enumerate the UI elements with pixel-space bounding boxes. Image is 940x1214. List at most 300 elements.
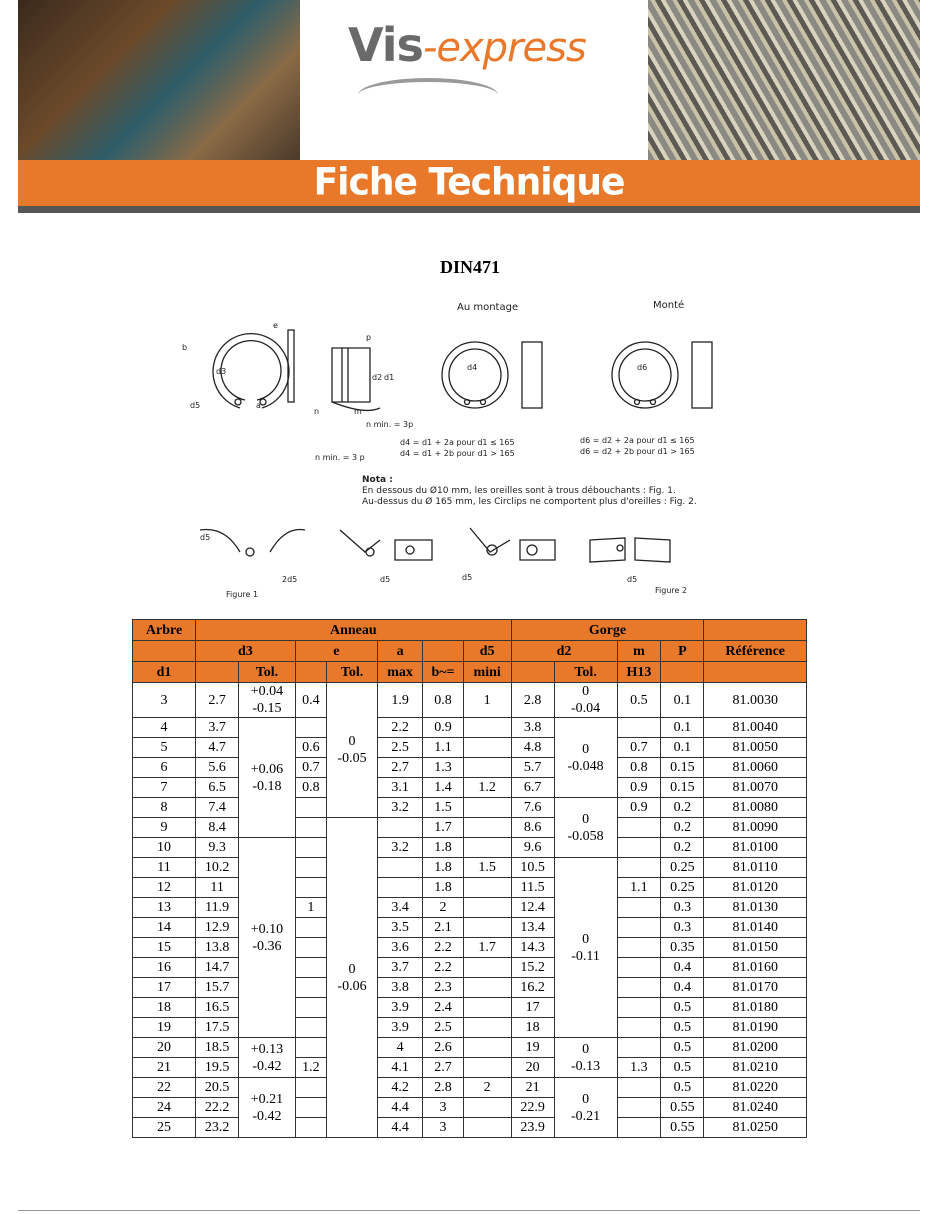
- cell-d3: 11.9: [196, 898, 239, 918]
- cell-e: 0.4: [295, 683, 326, 718]
- header-b: b~=: [423, 662, 464, 683]
- cell-b: 2.2: [423, 958, 464, 978]
- cell-e: 0.8: [295, 778, 326, 798]
- header-reference: Référence: [704, 641, 807, 662]
- cell-reference: 81.0080: [704, 798, 807, 818]
- cell-p: 0.3: [661, 918, 704, 938]
- cell-a-max: [378, 818, 423, 838]
- cell-d2: 2.8: [511, 683, 554, 718]
- logo-area: [300, 0, 648, 160]
- cell-m-h13: [617, 1118, 661, 1138]
- cell-d3-tol: +0.06 -0.18: [239, 718, 296, 838]
- formula-d4-1: d4 = d1 + 2a pour d1 ≤ 165: [400, 438, 515, 447]
- dim-d1: d1: [384, 373, 395, 382]
- cell-d3: 3.7: [196, 718, 239, 738]
- cell-d3: 12.9: [196, 918, 239, 938]
- table-row: [133, 938, 807, 958]
- cell-d5-mini: [463, 1018, 511, 1038]
- cell-d1: 18: [133, 998, 196, 1018]
- dim-d3: d3: [216, 367, 227, 376]
- cell-reference: 81.0200: [704, 1038, 807, 1058]
- header-d2: d2: [511, 641, 617, 662]
- cell-d1: 8: [133, 798, 196, 818]
- header-m: m: [617, 641, 661, 662]
- cell-e: [295, 818, 326, 838]
- cell-d3: 6.5: [196, 778, 239, 798]
- cell-d2: 4.8: [511, 738, 554, 758]
- cell-a-max: 3.9: [378, 998, 423, 1018]
- cell-m-h13: [617, 998, 661, 1018]
- table-row: [133, 778, 807, 798]
- cell-m-h13: [617, 898, 661, 918]
- dim-a: a: [256, 401, 261, 410]
- dim-d2: d2: [372, 373, 383, 382]
- cell-d1: 15: [133, 938, 196, 958]
- cell-d2: 19: [511, 1038, 554, 1058]
- cell-d5-mini: [463, 838, 511, 858]
- cell-d5-mini: 2: [463, 1078, 511, 1098]
- cell-p: 0.25: [661, 878, 704, 898]
- cell-d1: 11: [133, 858, 196, 878]
- cell-d3-tol: +0.04 -0.15: [239, 683, 296, 718]
- dim-e: e: [273, 321, 278, 330]
- cell-a-max: 3.2: [378, 838, 423, 858]
- cell-m-h13: [617, 918, 661, 938]
- cell-reference: 81.0090: [704, 818, 807, 838]
- cell-d3: 16.5: [196, 998, 239, 1018]
- cell-d3: 14.7: [196, 958, 239, 978]
- cell-p: 0.5: [661, 1018, 704, 1038]
- cell-a-max: 3.6: [378, 938, 423, 958]
- cell-d2: 11.5: [511, 878, 554, 898]
- table-row: [133, 958, 807, 978]
- cell-d5-mini: [463, 898, 511, 918]
- table-row: [133, 1018, 807, 1038]
- brand-logo: [348, 18, 586, 72]
- nota-line1: En dessous du Ø10 mm, les oreilles sont à trous débouchants : Fig. 1.: [362, 486, 676, 496]
- cell-b: 2: [423, 898, 464, 918]
- cell-m-h13: 1.1: [617, 878, 661, 898]
- cell-d5-mini: [463, 758, 511, 778]
- cell-reference: 81.0120: [704, 878, 807, 898]
- header-tol-d2: Tol.: [554, 662, 617, 683]
- cell-b: 1.8: [423, 858, 464, 878]
- banner-title: Fiche Technique: [313, 160, 625, 205]
- cell-d2: 16.2: [511, 978, 554, 998]
- cell-e: [295, 1118, 326, 1138]
- cell-d2: 13.4: [511, 918, 554, 938]
- cell-a-max: 4.4: [378, 1098, 423, 1118]
- cell-a-max: [378, 878, 423, 898]
- cell-d1: 12: [133, 878, 196, 898]
- cell-d2: 14.3: [511, 938, 554, 958]
- cell-b: 2.8: [423, 1078, 464, 1098]
- cell-d5-mini: [463, 998, 511, 1018]
- header-d5: d5: [463, 641, 511, 662]
- header-arbre: Arbre: [133, 620, 196, 641]
- cell-d2: 18: [511, 1018, 554, 1038]
- cell-b: 2.1: [423, 918, 464, 938]
- cell-d2: 21: [511, 1078, 554, 1098]
- document-title: DIN471: [439, 257, 500, 277]
- cell-e: [295, 938, 326, 958]
- cell-d1: 19: [133, 1018, 196, 1038]
- cell-b: 2.7: [423, 1058, 464, 1078]
- cell-d1: 24: [133, 1098, 196, 1118]
- cell-e-tol: 0 -0.05: [326, 683, 377, 818]
- table-row: [133, 758, 807, 778]
- cell-d3: 15.7: [196, 978, 239, 998]
- figure2-label: Figure 2: [655, 586, 688, 595]
- cell-p: 0.5: [661, 1038, 704, 1058]
- cell-e: [295, 878, 326, 898]
- cell-e: [295, 1038, 326, 1058]
- cell-m-h13: 0.5: [617, 683, 661, 718]
- cell-d1: 22: [133, 1078, 196, 1098]
- cell-reference: 81.0110: [704, 858, 807, 878]
- cell-d2: 22.9: [511, 1098, 554, 1118]
- table-row: [133, 683, 807, 718]
- cell-d2-tol: 0 -0.21: [554, 1078, 617, 1138]
- cell-a-max: 1.9: [378, 683, 423, 718]
- table-row: [133, 818, 807, 838]
- dim-d6: d6: [637, 363, 648, 372]
- cell-d3: 18.5: [196, 1038, 239, 1058]
- dim-m: m: [354, 407, 362, 416]
- table-row: [133, 738, 807, 758]
- cell-d2: 23.9: [511, 1118, 554, 1138]
- cell-b: 2.4: [423, 998, 464, 1018]
- cell-b: 1.1: [423, 738, 464, 758]
- dim-n: n: [314, 407, 320, 416]
- cell-e: [295, 838, 326, 858]
- cell-d5-mini: [463, 738, 511, 758]
- cell-m-h13: [617, 1098, 661, 1118]
- cell-m-h13: [617, 818, 661, 838]
- dim-d5-fig2: d5: [627, 575, 638, 584]
- cell-d3: 11: [196, 878, 239, 898]
- cell-d2: 6.7: [511, 778, 554, 798]
- cell-b: 3: [423, 1098, 464, 1118]
- cell-p: 0.4: [661, 958, 704, 978]
- header-max: max: [378, 662, 423, 683]
- cell-p: 0.2: [661, 798, 704, 818]
- header-h13: H13: [617, 662, 661, 683]
- nmin-fig: n min. = 3p: [366, 420, 414, 429]
- nmin-label: n min. = 3 p: [315, 453, 365, 462]
- cell-reference: 81.0160: [704, 958, 807, 978]
- cell-m-h13: [617, 1018, 661, 1038]
- table-row: [133, 858, 807, 878]
- cell-reference: 81.0060: [704, 758, 807, 778]
- cell-d5-mini: [463, 818, 511, 838]
- footer-divider: [18, 1210, 920, 1211]
- cell-d2-tol: 0 -0.048: [554, 718, 617, 798]
- cell-b: 1.7: [423, 818, 464, 838]
- cell-p: 0.2: [661, 838, 704, 858]
- cell-d2: 5.7: [511, 758, 554, 778]
- header-banner: [18, 0, 920, 213]
- cell-e: [295, 978, 326, 998]
- cell-m-h13: 1.3: [617, 1058, 661, 1078]
- cell-p: 0.4: [661, 978, 704, 998]
- table-row: [133, 898, 807, 918]
- cell-reference: 81.0240: [704, 1098, 807, 1118]
- table-row: [133, 798, 807, 818]
- header-e: e: [295, 641, 377, 662]
- label-au-montage: Au montage: [457, 302, 519, 313]
- cell-reference: 81.0040: [704, 718, 807, 738]
- cell-d3: 5.6: [196, 758, 239, 778]
- cell-d5-mini: [463, 918, 511, 938]
- cell-d5-mini: [463, 718, 511, 738]
- cell-d5-mini: [463, 1058, 511, 1078]
- header-tol-e: Tol.: [326, 662, 377, 683]
- header-anneau: Anneau: [196, 620, 511, 641]
- cell-reference: 81.0250: [704, 1118, 807, 1138]
- cell-d3-tol: +0.13 -0.42: [239, 1038, 296, 1078]
- cell-b: 2.3: [423, 978, 464, 998]
- cell-a-max: 4.4: [378, 1118, 423, 1138]
- cell-m-h13: [617, 1078, 661, 1098]
- cell-reference: 81.0070: [704, 778, 807, 798]
- cell-m-h13: [617, 718, 661, 738]
- cell-a-max: 2.2: [378, 718, 423, 738]
- logo-accent: -express: [422, 25, 586, 71]
- nota-line2: Au-dessus du Ø 165 mm, les Circlips ne comportent plus d'oreilles : Fig. 2.: [362, 497, 697, 507]
- cell-p: 0.1: [661, 718, 704, 738]
- cell-b: 1.4: [423, 778, 464, 798]
- cell-d5-mini: [463, 958, 511, 978]
- cell-a-max: 4.1: [378, 1058, 423, 1078]
- cell-d5-mini: 1.2: [463, 778, 511, 798]
- cell-d2: 8.6: [511, 818, 554, 838]
- cell-d2-tol: 0 -0.04: [554, 683, 617, 718]
- cell-p: 0.5: [661, 1078, 704, 1098]
- dim-d5-fig1: d5: [200, 533, 211, 542]
- cell-reference: 81.0050: [704, 738, 807, 758]
- cell-a-max: 3.9: [378, 1018, 423, 1038]
- cell-d3: 10.2: [196, 858, 239, 878]
- cell-p: 0.5: [661, 998, 704, 1018]
- cell-a-max: 4.2: [378, 1078, 423, 1098]
- cell-d2: 9.6: [511, 838, 554, 858]
- cell-d3: 20.5: [196, 1078, 239, 1098]
- cell-d3: 19.5: [196, 1058, 239, 1078]
- cell-b: 0.9: [423, 718, 464, 738]
- cell-m-h13: 0.9: [617, 778, 661, 798]
- cell-d1: 5: [133, 738, 196, 758]
- cell-d5-mini: [463, 978, 511, 998]
- label-monte: Monté: [653, 300, 685, 311]
- cell-d5-mini: [463, 1098, 511, 1118]
- cell-d5-mini: [463, 878, 511, 898]
- cell-b: 1.5: [423, 798, 464, 818]
- cell-a-max: 3.8: [378, 978, 423, 998]
- cell-reference: 81.0130: [704, 898, 807, 918]
- cell-m-h13: [617, 958, 661, 978]
- cell-d1: 3: [133, 683, 196, 718]
- dim-2d5: 2d5: [282, 575, 298, 584]
- cell-reference: 81.0180: [704, 998, 807, 1018]
- cell-p: 0.25: [661, 858, 704, 878]
- cell-d1: 14: [133, 918, 196, 938]
- cell-b: 1.8: [423, 878, 464, 898]
- header-d1: d1: [133, 662, 196, 683]
- title-bar: [18, 160, 920, 206]
- cell-d2: 15.2: [511, 958, 554, 978]
- table-row: [133, 878, 807, 898]
- table-row: [133, 1038, 807, 1058]
- header-a: a: [378, 641, 423, 662]
- cell-d3: 22.2: [196, 1098, 239, 1118]
- cell-m-h13: [617, 978, 661, 998]
- cell-d3: 7.4: [196, 798, 239, 818]
- cell-d1: 21: [133, 1058, 196, 1078]
- dim-b: b: [182, 343, 188, 352]
- cell-d1: 25: [133, 1118, 196, 1138]
- cell-reference: 81.0190: [704, 1018, 807, 1038]
- formula-d4-2: d4 = d1 + 2b pour d1 > 165: [400, 449, 515, 458]
- table-row: [133, 918, 807, 938]
- cell-p: 0.5: [661, 1058, 704, 1078]
- cell-d5-mini: [463, 1038, 511, 1058]
- cell-e-tol: 0 -0.06: [326, 818, 377, 1138]
- cell-reference: 81.0220: [704, 1078, 807, 1098]
- cell-b: 1.3: [423, 758, 464, 778]
- cell-m-h13: 0.7: [617, 738, 661, 758]
- cell-e: [295, 718, 326, 738]
- cell-a-max: 3.2: [378, 798, 423, 818]
- cell-d3: 4.7: [196, 738, 239, 758]
- cell-p: 0.15: [661, 778, 704, 798]
- cell-reference: 81.0150: [704, 938, 807, 958]
- cell-d5-mini: 1.5: [463, 858, 511, 878]
- cell-e: [295, 1018, 326, 1038]
- table-row: [133, 1098, 807, 1118]
- cell-d1: 16: [133, 958, 196, 978]
- cell-d1: 10: [133, 838, 196, 858]
- cell-d1: 17: [133, 978, 196, 998]
- cell-d3: 8.4: [196, 818, 239, 838]
- cell-m-h13: [617, 1038, 661, 1058]
- header-p: P: [661, 641, 704, 662]
- table-row: [133, 1058, 807, 1078]
- cell-e: 1.2: [295, 1058, 326, 1078]
- cell-b: 1.8: [423, 838, 464, 858]
- cell-d2-tol: 0 -0.11: [554, 858, 617, 1038]
- cell-d3-tol: +0.10 -0.36: [239, 838, 296, 1038]
- cell-d1: 7: [133, 778, 196, 798]
- dimensions-table: [132, 619, 807, 1138]
- cell-d5-mini: 1.7: [463, 938, 511, 958]
- header-tol-d3: Tol.: [239, 662, 296, 683]
- cell-e: 0.7: [295, 758, 326, 778]
- cell-e: [295, 918, 326, 938]
- cell-reference: 81.0030: [704, 683, 807, 718]
- cell-d3: 2.7: [196, 683, 239, 718]
- cell-d5-mini: [463, 1118, 511, 1138]
- dim-d5-fig1c: d5: [462, 573, 473, 582]
- cell-b: 2.2: [423, 938, 464, 958]
- table-row: [133, 718, 807, 738]
- cell-d3-tol: +0.21 -0.42: [239, 1078, 296, 1138]
- table-row: [133, 978, 807, 998]
- cell-p: 0.1: [661, 683, 704, 718]
- header-gorge: Gorge: [511, 620, 704, 641]
- cell-d1: 4: [133, 718, 196, 738]
- cell-p: 0.55: [661, 1098, 704, 1118]
- cell-d1: 13: [133, 898, 196, 918]
- dim-d5-fig1b: d5: [380, 575, 391, 584]
- cell-d3: 13.8: [196, 938, 239, 958]
- cell-reference: 81.0170: [704, 978, 807, 998]
- cell-e: [295, 798, 326, 818]
- cell-m-h13: 0.9: [617, 798, 661, 818]
- cell-d3: 17.5: [196, 1018, 239, 1038]
- cell-e: [295, 1098, 326, 1118]
- logo-swoosh: [358, 78, 498, 112]
- formula-d6-1: d6 = d2 + 2a pour d1 ≤ 165: [580, 436, 695, 445]
- cell-d2-tol: 0 -0.13: [554, 1038, 617, 1078]
- table-row: [133, 838, 807, 858]
- cell-p: 0.55: [661, 1118, 704, 1138]
- screws-photo: [648, 0, 920, 160]
- header-reference-top: [704, 620, 807, 641]
- cell-b: 2.6: [423, 1038, 464, 1058]
- cell-p: 0.35: [661, 938, 704, 958]
- cell-d1: 20: [133, 1038, 196, 1058]
- dim-p: p: [366, 333, 372, 342]
- formula-d6-2: d6 = d2 + 2b pour d1 > 165: [580, 447, 695, 456]
- cell-e: [295, 998, 326, 1018]
- cell-d2: 20: [511, 1058, 554, 1078]
- cell-d5-mini: 1: [463, 683, 511, 718]
- cell-p: 0.3: [661, 898, 704, 918]
- cell-e: 0.6: [295, 738, 326, 758]
- cell-a-max: 2.7: [378, 758, 423, 778]
- header-divider: [18, 206, 920, 213]
- figure1-label: Figure 1: [226, 590, 259, 599]
- cell-d2: 7.6: [511, 798, 554, 818]
- table-row: [133, 1078, 807, 1098]
- logo-main: Vis: [348, 18, 423, 72]
- dim-d5: d5: [190, 401, 201, 410]
- cell-a-max: 2.5: [378, 738, 423, 758]
- table-body: [133, 683, 807, 1138]
- cell-d2: 3.8: [511, 718, 554, 738]
- table-row: [133, 1118, 807, 1138]
- dim-d4: d4: [467, 363, 478, 372]
- cell-a-max: 4: [378, 1038, 423, 1058]
- cell-b: 2.5: [423, 1018, 464, 1038]
- technical-drawing: [170, 290, 770, 600]
- cell-reference: 81.0100: [704, 838, 807, 858]
- cell-d2: 17: [511, 998, 554, 1018]
- cell-a-max: 3.4: [378, 898, 423, 918]
- cell-d3: 9.3: [196, 838, 239, 858]
- cell-a-max: 3.5: [378, 918, 423, 938]
- header-d3: d3: [196, 641, 296, 662]
- cell-d2: 12.4: [511, 898, 554, 918]
- cell-d1: 6: [133, 758, 196, 778]
- cell-p: 0.15: [661, 758, 704, 778]
- cell-e: 1: [295, 898, 326, 918]
- cell-m-h13: [617, 858, 661, 878]
- cell-e: [295, 1078, 326, 1098]
- cell-d2-tol: 0 -0.058: [554, 798, 617, 858]
- cell-b: 0.8: [423, 683, 464, 718]
